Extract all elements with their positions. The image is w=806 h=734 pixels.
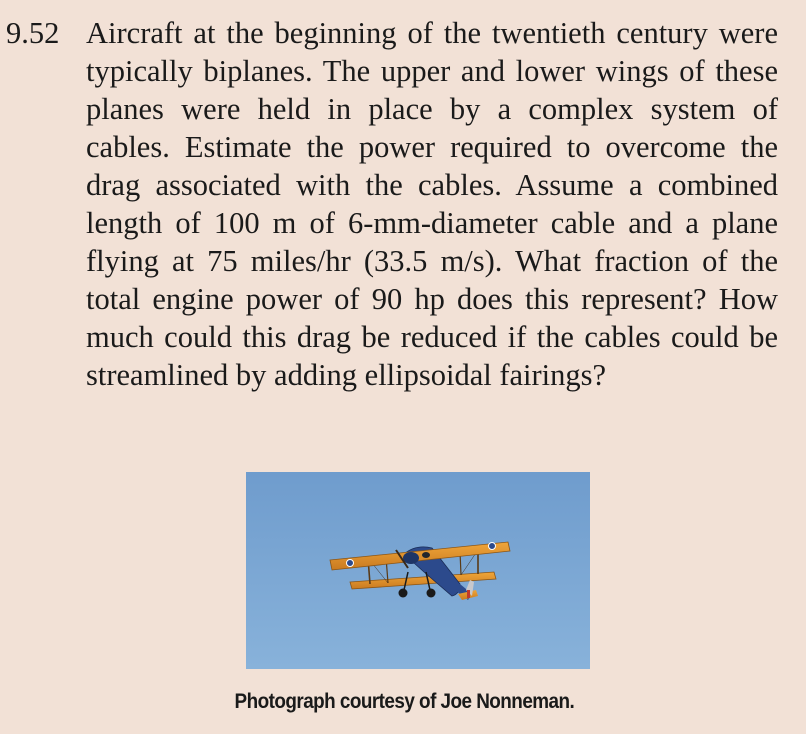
biplane-photo (246, 472, 590, 669)
problem-block (6, 14, 778, 394)
sky (246, 472, 590, 669)
problem-number: 9.52 (6, 16, 60, 50)
photo-caption: Photograph courtesy of Joe Nonneman. (234, 690, 575, 713)
biplane-illustration (246, 472, 590, 669)
problem-statement: Aircraft at the beginning of the twentieth century were typically biplanes. The upper and lower wings of these planes were held in place by a complex system of cables. Estimate the power required to overcome the drag associated with the cables. Assume a combined length of 100 m of 6-mm-diameter cable and a plane flying at 75 miles/hr (33.5 m/s). What fraction of the total engine power of 90 hp does this represent? How much could this drag be reduced if the cables could be streamlined by adding ellipsoidal fairings? (86, 16, 778, 392)
